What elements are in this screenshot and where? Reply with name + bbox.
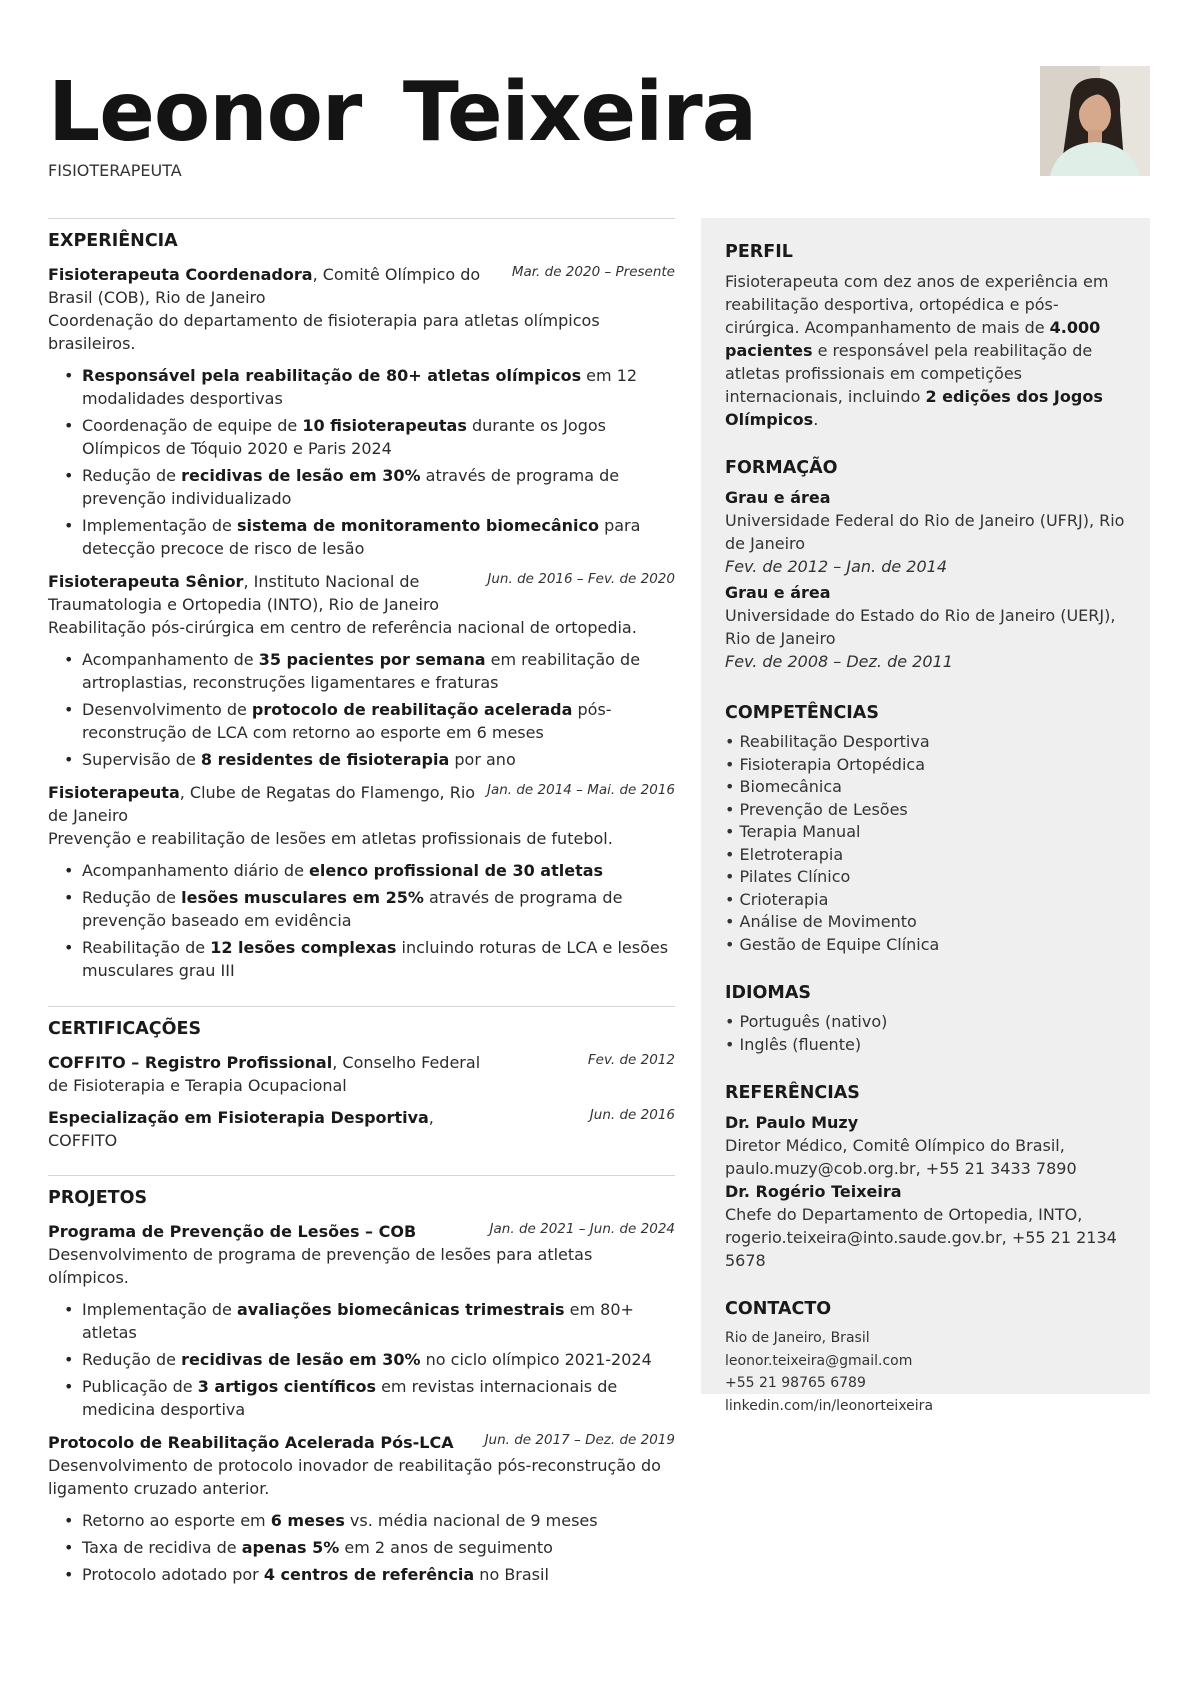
achievement-item: • Implementação de avaliações biomecânicas trimestrais em 80+ atletas <box>82 1298 675 1344</box>
achievement-list <box>48 859 675 982</box>
achievement-list <box>48 648 675 771</box>
skill-item: • Gestão de Equipe Clínica <box>725 934 940 954</box>
contact-heading: CONTACTO <box>725 1299 832 1319</box>
project-entry <box>48 1431 675 1586</box>
experience-org: , Comitê Olímpico do Brasil (COB), Rio de Janeiro <box>48 265 481 307</box>
project-name: Programa de Prevenção de Lesões – COB <box>48 1222 417 1241</box>
project-entry <box>48 1220 675 1421</box>
section-divider <box>48 1175 675 1176</box>
certification-date: Jun. de 2016 <box>589 1107 675 1123</box>
certification-entry <box>48 1106 675 1152</box>
skill-item: • Pilates Clínico <box>725 867 851 886</box>
education-heading: FORMAÇÃO <box>725 458 838 478</box>
achievement-item: • Coordenação de equipe de 10 fisioterapeutas durante os Jogos Olímpicos de Tóquio 2020 e Paris 2024 <box>82 414 675 460</box>
skill-item: • Terapia Manual <box>725 822 861 841</box>
skills-heading: COMPETÊNCIAS <box>725 703 879 723</box>
education-date: Fev. de 2012 – Jan. de 2014 <box>725 557 947 576</box>
achievement-item: • Protocolo adotado por 4 centros de referência no Brasil <box>82 1563 675 1586</box>
skill-item: • Crioterapia <box>725 889 829 909</box>
experience-org: , Instituto Nacional de Traumatologia e Ortopedia (INTO), Rio de Janeiro <box>48 572 439 614</box>
education-entry <box>725 486 1126 578</box>
main-column <box>48 218 675 1596</box>
sidebar <box>701 218 1150 1414</box>
experience-date: Jan. de 2014 – Mai. de 2016 <box>486 782 675 798</box>
achievement-item: • Desenvolvimento de protocolo de reabilitação acelerada pós-reconstrução de LCA com retorno ao esporte em 6 meses <box>82 698 675 744</box>
reference-detail: Diretor Médico, Comitê Olímpico do Brasil, paulo.muzy@cob.org.br, +55 21 3433 7890 <box>725 1136 1077 1178</box>
languages-heading: IDIOMAS <box>725 983 811 1003</box>
candidate-name: Leonor Teixeira <box>48 65 757 160</box>
achievement-list <box>48 1298 675 1421</box>
projects-list <box>48 1220 675 1586</box>
experience-list <box>48 263 675 982</box>
achievement-item: • Publicação de 3 artigos científicos em revistas internacionais de medicina desportiva <box>82 1375 675 1421</box>
education-date: Fev. de 2008 – Dez. de 2011 <box>725 652 953 671</box>
skill-item: • Biomecânica <box>725 777 842 796</box>
project-description: Desenvolvimento de protocolo inovador de reabilitação pós-reconstrução do ligamento cruzado anterior. <box>48 1456 661 1498</box>
achievement-item: • Retorno ao esporte em 6 meses vs. média nacional de 9 meses <box>82 1509 675 1532</box>
achievement-item: • Taxa de recidiva de apenas 5% em 2 anos de seguimento <box>82 1536 675 1559</box>
achievement-item: • Acompanhamento diário de elenco profissional de 30 atletas <box>82 859 675 882</box>
experience-org: , Clube de Regatas do Flamengo, Rio de Janeiro <box>48 783 476 825</box>
references-heading: REFERÊNCIAS <box>725 1083 860 1103</box>
section-divider <box>48 1006 675 1007</box>
contact-phone[interactable]: +55 21 98765 6789 <box>725 1375 866 1391</box>
language-item: • Português (nativo) <box>725 1012 888 1031</box>
achievement-item: • Implementação de sistema de monitoramento biomecânico para detecção precoce de risco de lesão <box>82 514 675 560</box>
experience-role: Fisioterapeuta Sênior <box>48 572 244 591</box>
skill-item: • Reabilitação Desportiva <box>725 732 930 751</box>
experience-entry <box>48 570 675 771</box>
certification-name: Especialização em Fisioterapia Desportiva <box>48 1108 429 1127</box>
achievement-item: • Reabilitação de 12 lesões complexas incluindo roturas de LCA e lesões musculares grau III <box>82 936 675 982</box>
experience-description: Reabilitação pós-cirúrgica em centro de referência nacional de ortopedia. <box>48 618 637 637</box>
achievement-item: • Responsável pela reabilitação de 80+ atletas olímpicos em 12 modalidades desportivas <box>82 364 675 410</box>
projects-heading: PROJETOS <box>48 1188 148 1208</box>
reference-entry <box>725 1111 1126 1180</box>
project-date: Jun. de 2017 – Dez. de 2019 <box>484 1432 675 1448</box>
skill-item: • Eletroterapia <box>725 844 844 864</box>
profile-heading: PERFIL <box>725 242 793 262</box>
achievement-list <box>48 364 675 560</box>
certification-name: COFFITO – Registro Profissional <box>48 1053 333 1072</box>
reference-name: Dr. Paulo Muzy <box>725 1113 859 1132</box>
school-name: Universidade Federal do Rio de Janeiro (UFRJ), Rio de Janeiro <box>725 511 1125 553</box>
contact-location: Rio de Janeiro, Brasil <box>725 1330 870 1346</box>
contact-email[interactable]: leonor.teixeira@gmail.com <box>725 1352 913 1369</box>
job-title: FISIOTERAPEUTA <box>48 161 182 180</box>
degree-label: Grau e área <box>725 583 831 602</box>
certifications-list <box>48 1051 675 1152</box>
education-entry <box>725 581 1126 673</box>
experience-role: Fisioterapeuta Coordenadora <box>48 265 313 284</box>
project-description: Desenvolvimento de programa de prevenção de lesões para atletas olímpicos. <box>48 1245 593 1287</box>
skills-list <box>725 731 1126 956</box>
achievement-item: • Supervisão de 8 residentes de fisioterapia por ano <box>82 748 675 771</box>
achievement-item: • Redução de recidivas de lesão em 30% através de programa de prevenção individualizado <box>82 464 675 510</box>
section-divider <box>48 218 675 219</box>
profile-photo <box>1040 66 1150 176</box>
project-name: Protocolo de Reabilitação Acelerada Pós-LCA <box>48 1433 454 1452</box>
degree-label: Grau e área <box>725 488 831 507</box>
experience-date: Mar. de 2020 – Presente <box>511 264 675 280</box>
contact-linkedin[interactable]: linkedin.com/in/leonorteixeira <box>725 1397 934 1414</box>
experience-description: Prevenção e reabilitação de lesões em atletas profissionais de futebol. <box>48 829 613 848</box>
profile-summary: Fisioterapeuta com dez anos de experiência em reabilitação desportiva, ortopédica e pós-cirúrgica. Acompanhamento de mais de 4.000 pacientes e responsável pela reabilitação de atletas profissionais em competições internacionais, incluindo 2 edições dos Jogos Olímpicos. <box>725 272 1109 429</box>
certification-entry <box>48 1051 675 1097</box>
certifications-heading: CERTIFICAÇÕES <box>48 1019 202 1039</box>
language-item: • Inglês (fluente) <box>725 1034 862 1054</box>
experience-heading: EXPERIÊNCIA <box>48 231 178 251</box>
certification-issuer: , COFFITO <box>48 1108 434 1150</box>
reference-detail: Chefe do Departamento de Ortopedia, INTO, rogerio.teixeira@into.saude.gov.br, +55 21 2134 5678 <box>725 1205 1117 1270</box>
project-date: Jan. de 2021 – Jun. de 2024 <box>489 1221 675 1237</box>
achievement-item: • Redução de lesões musculares em 25% através de programa de prevenção baseado em evidência <box>82 886 675 932</box>
experience-description: Coordenação do departamento de fisioterapia para atletas olímpicos brasileiros. <box>48 311 600 353</box>
certification-date: Fev. de 2012 <box>587 1052 675 1068</box>
experience-role: Fisioterapeuta <box>48 783 180 802</box>
reference-entry <box>725 1180 1126 1272</box>
experience-entry <box>48 781 675 982</box>
languages-list <box>725 1011 1126 1056</box>
experience-date: Jun. de 2016 – Fev. de 2020 <box>487 571 675 587</box>
skill-item: • Prevenção de Lesões <box>725 799 908 819</box>
skill-item: • Fisioterapia Ortopédica <box>725 754 926 774</box>
achievement-list <box>48 1509 675 1586</box>
skill-item: • Análise de Movimento <box>725 912 917 931</box>
experience-entry <box>48 263 675 560</box>
school-name: Universidade do Estado do Rio de Janeiro (UERJ), Rio de Janeiro <box>725 606 1116 648</box>
achievement-item: • Redução de recidivas de lesão em 30% no ciclo olímpico 2021-2024 <box>82 1348 675 1371</box>
certification-issuer: , Conselho Federal de Fisioterapia e Terapia Ocupacional <box>48 1053 481 1095</box>
achievement-item: • Acompanhamento de 35 pacientes por semana em reabilitação de artroplastias, reconstruções ligamentares e fraturas <box>82 648 675 694</box>
reference-name: Dr. Rogério Teixeira <box>725 1182 902 1201</box>
